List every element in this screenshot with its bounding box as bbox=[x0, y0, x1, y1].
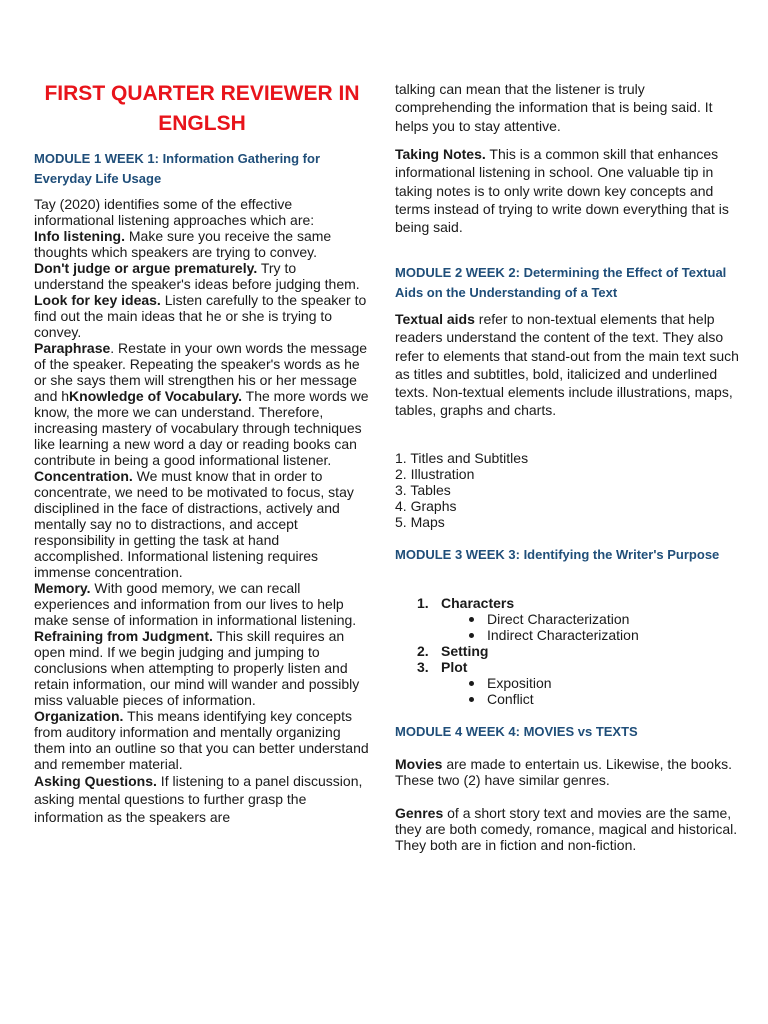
list-item: Don't judge or argue prematurely. Try to understand the speaker's ideas before judging them. bbox=[34, 260, 360, 292]
list-item: 1. Titles and Subtitles bbox=[395, 450, 529, 466]
list-item: 3. Plot Exposition Conflict bbox=[417, 659, 737, 707]
module4-movies: Movies are made to entertain us. Likewise, the books. These two (2) have similar genres. bbox=[395, 756, 732, 788]
page-title: FIRST QUARTER REVIEWER IN ENGLSH bbox=[44, 82, 360, 135]
module1-heading: MODULE 1 WEEK 1: Information Gathering for Everyday Life Usage bbox=[34, 151, 321, 186]
list-item: Direct Characterization bbox=[441, 611, 737, 627]
textual-aids-list bbox=[395, 450, 740, 530]
list-item: 1. Characters Direct Characterization Indirect Characterization bbox=[417, 595, 737, 643]
list-item: 5. Maps bbox=[395, 514, 445, 530]
module1-continuation: talking can mean that the listener is truly comprehending the information that is being said. It helps you to stay attentive. bbox=[395, 81, 713, 134]
list-item: 2. Setting bbox=[417, 643, 489, 659]
module1-body bbox=[34, 196, 370, 826]
module4-heading: MODULE 4 WEEK 4: MOVIES vs TEXTS bbox=[395, 724, 638, 739]
list-item: Memory. With good memory, we can recall experiences and information from our lives to help make sense of information in informational listening. bbox=[34, 580, 357, 628]
list-item: 4. Graphs bbox=[395, 498, 457, 514]
list-item: Concentration. We must know that in order to concentrate, we need to be motivated to focus, stay disciplined in the face of distractions, actively and mentally say no to distractions, and accept responsibility in getting the task at hand accomplished. Informational listening requires immense concentration. bbox=[34, 468, 354, 580]
module2-body: Textual aids refer to non-textual elements that help readers understand the content of the text. They also refer to elements that stand-out from the main text such as titles and subtitles, bold, italicized and underlined texts. Non-textual elements include illustrations, maps, tables, graphs and charts. bbox=[395, 311, 739, 419]
list-item: Asking Questions. If listening to a panel discussion, asking mental questions to further grasp the information as the speakers are bbox=[34, 773, 363, 825]
list-item: 2. Illustration bbox=[395, 466, 475, 482]
module4-genres: Genres of a short story text and movies are the same, they are both comedy, romance, magical and historical. They both are in fiction and non-fiction. bbox=[395, 805, 738, 853]
module1-intro: Tay (2020) identifies some of the effective informational listening approaches which are: bbox=[34, 196, 315, 228]
list-item: Look for key ideas. Listen carefully to the speaker to find out the main ideas that he or she is trying to convey. bbox=[34, 292, 367, 340]
taking-notes: Taking Notes. This is a common skill that enhances informational listening in school. One valuable tip in taking notes is to only write down key concepts and terms instead of trying to write down everything that is being said. bbox=[395, 146, 729, 236]
module3-heading: MODULE 3 WEEK 3: Identifying the Writer's Purpose bbox=[395, 547, 720, 562]
list-item: Refraining from Judgment. This skill requires an open mind. If we begin judging and jumping to conclusions when attempting to properly listen and retain information, our mind will wander and possibly miss valuable pieces of information. bbox=[34, 628, 360, 708]
writers-purpose-list bbox=[417, 595, 737, 707]
module2-heading: MODULE 2 WEEK 2: Determining the Effect of Textual Aids on the Understanding of a Text bbox=[395, 265, 727, 300]
list-item: Organization. This means identifying key concepts from auditory information and mentally organizing them into an outline so that you can better understand and remember material. bbox=[34, 708, 369, 772]
list-item: Paraphrase. Restate in your own words the message of the speaker. Repeating the speaker's words as he or she says them will strengthen his or her message and hKnowledge of Vocabulary. The more words we know, the more we can understand. Therefore, increasing mastery of vocabulary through techniques like learning a new word a day or reading books can contribute in being a good informational listener. bbox=[34, 340, 369, 468]
list-item: Indirect Characterization bbox=[441, 627, 737, 643]
list-item: Exposition bbox=[441, 675, 737, 691]
list-item: Info listening. Make sure you receive the same thoughts which speakers are trying to convey. bbox=[34, 228, 332, 260]
list-item: 3. Tables bbox=[395, 482, 451, 498]
list-item: Conflict bbox=[441, 691, 737, 707]
